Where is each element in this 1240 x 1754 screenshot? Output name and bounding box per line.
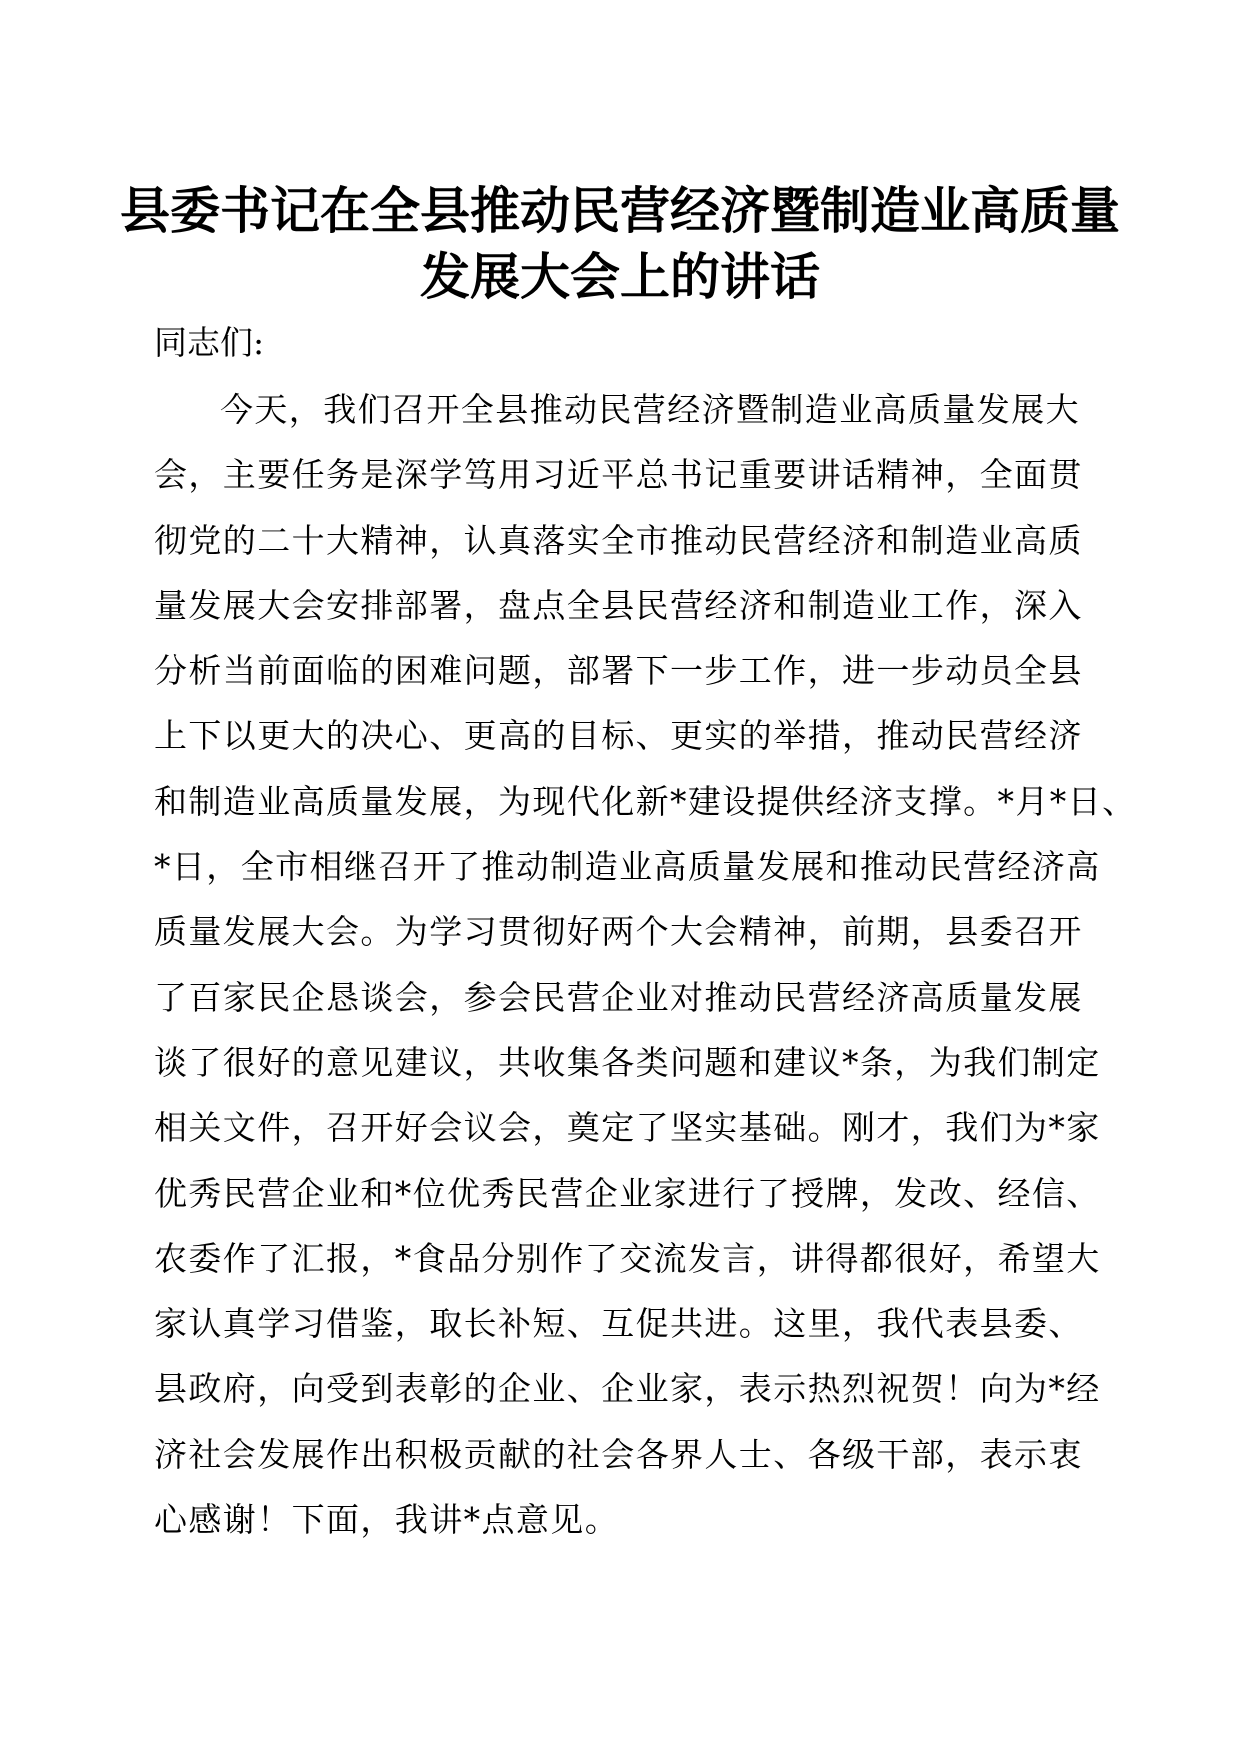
paragraph-line: 上下以更大的决心、更高的目标、更实的举措，推动民营经济 bbox=[154, 716, 1083, 756]
paragraph-line: 谈了很好的意见建议，共收集各类问题和建议*条，为我们制定 bbox=[154, 1042, 1101, 1082]
paragraph-line: 今天，我们召开全县推动民营经济暨制造业高质量发展大 bbox=[220, 390, 1080, 429]
paragraph-line: 会，主要任务是深学笃用习近平总书记重要讲话精神，全面贯 bbox=[154, 455, 1083, 495]
paragraph-line: 县政府，向受到表彰的企业、企业家，表示热烈祝贺！向为*经 bbox=[154, 1369, 1101, 1409]
paragraph-line: 和制造业高质量发展，为现代化新*建设提供经济支撑。*月*日、 bbox=[154, 781, 1137, 821]
speech-paragraph bbox=[154, 385, 1137, 1560]
paragraph-line: 济社会发展作出积极贡献的社会各界人士、各级干部，表示衷 bbox=[154, 1434, 1083, 1474]
paragraph-line: 彻党的二十大精神，认真落实全市推动民营经济和制造业高质 bbox=[154, 520, 1083, 560]
paragraph-line: *日，全市相继召开了推动制造业高质量发展和推动民营经济高 bbox=[154, 847, 1101, 887]
paragraph-line: 了百家民企恳谈会，参会民营企业对推动民营经济高质量发展 bbox=[154, 977, 1083, 1017]
document-title bbox=[120, 178, 1120, 310]
paragraph-line: 分析当前面临的困难问题，部署下一步工作，进一步动员全县 bbox=[154, 651, 1083, 691]
paragraph-line: 相关文件，召开好会议会，奠定了坚实基础。刚才，我们为*家 bbox=[154, 1108, 1101, 1148]
paragraph-line: 心感谢！下面，我讲*点意见。 bbox=[154, 1500, 620, 1540]
paragraph-line: 家认真学习借鉴，取长补短、互促共进。这里，我代表县委、 bbox=[154, 1304, 1083, 1344]
paragraph-line: 量发展大会安排部署，盘点全县民营经济和制造业工作，深入 bbox=[154, 585, 1083, 625]
paragraph-line: 质量发展大会。为学习贯彻好两个大会精神，前期，县委召开 bbox=[154, 912, 1083, 952]
title-line: 发展大会上的讲话 bbox=[420, 247, 820, 306]
title-line: 县委书记在全县推动民营经济暨制造业高质量 bbox=[120, 181, 1120, 240]
paragraph-line: 农委作了汇报，*食品分别作了交流发言，讲得都很好，希望大 bbox=[154, 1238, 1101, 1278]
paragraph-line: 优秀民营企业和*位优秀民营企业家进行了授牌，发改、经信、 bbox=[154, 1173, 1101, 1213]
salutation: 同志们: bbox=[154, 323, 265, 362]
